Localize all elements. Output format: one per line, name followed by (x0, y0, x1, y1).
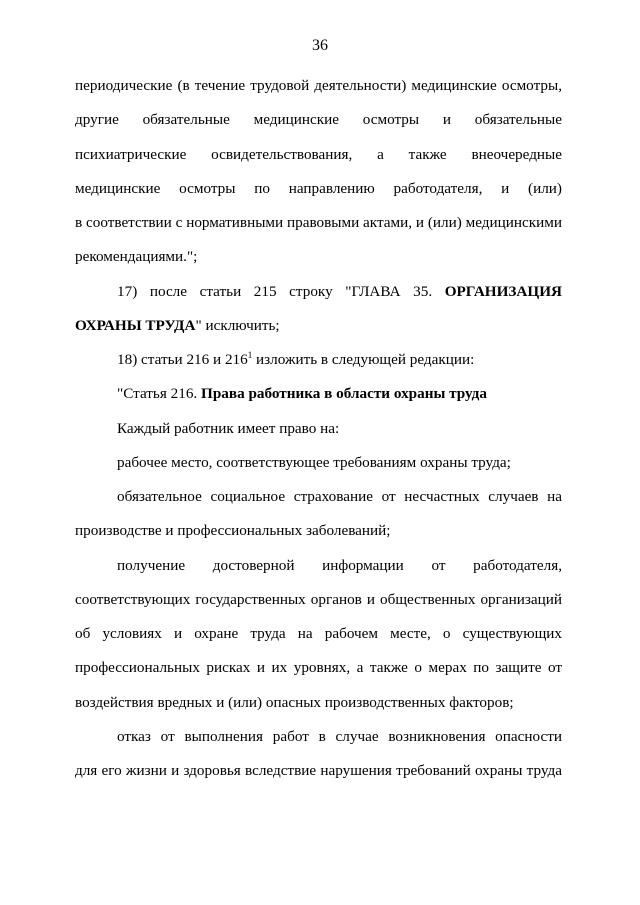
text-line: обязательное социальное страхование от несчастных случаев на (117, 488, 562, 505)
text-line: другие обязательные медицинские осмотры и обязательные (75, 111, 562, 129)
paragraph-right-refusal (75, 720, 562, 789)
paragraph-right-insurance (75, 480, 562, 549)
chapter-title-bold: ОРГАНИЗАЦИЯ (444, 282, 562, 300)
paragraph-right-information (75, 549, 562, 720)
text-line: производстве и профессиональных заболеваний; (75, 522, 391, 540)
article-title: Права работника в области охраны труда (201, 385, 487, 403)
text-line: соответствующих государственных органов и общественных организаций (75, 590, 562, 608)
item-17-text: 17) после статьи 215 строку "ГЛАВА 35. (117, 282, 445, 300)
text-line: периодические (в течение трудовой деятельности) медицинские осмотры, (75, 77, 562, 94)
text-line: медицинские осмотры по направлению работодателя, и (или) (75, 179, 562, 197)
text-line: получение достоверной информации от работодателя, (117, 556, 562, 574)
item-18-text: 18) статьи 216 и 216 (117, 351, 248, 368)
text-line: Каждый работник имеет право на: (117, 419, 340, 437)
article-heading (75, 377, 562, 411)
text-line (75, 309, 562, 343)
superscript: 1 (247, 350, 253, 360)
text-line (75, 377, 562, 411)
paragraph-right-workplace (75, 446, 562, 480)
text-line: рекомендациями."; (75, 248, 198, 266)
text-line: воздействия вредных и (или) опасных производственных факторов; (75, 693, 514, 711)
paragraph-medical-exams (75, 69, 562, 275)
paragraph-item-17 (75, 275, 562, 344)
item-18-suffix: изложить в следующей редакции: (252, 351, 475, 368)
text-line: профессиональных рисках и их уровнях, а также о мерах по защите от (75, 659, 562, 677)
text-line: рабочее место, соответствующее требованиям охраны труда; (117, 453, 511, 471)
text-line: в соответствии с нормативными правовыми актами, и (или) медицинскими (75, 214, 562, 231)
text-line: об условиях и охране труда на рабочем месте, о существующих (75, 625, 562, 642)
item-17-suffix: " исключить; (195, 316, 280, 334)
paragraph-rights-intro (75, 412, 562, 446)
text-line (75, 343, 562, 377)
text-line: для его жизни и здоровья вследствие нарушения требований охраны труда (75, 762, 562, 779)
text-line (75, 275, 562, 309)
article-number: "Статья 216. (117, 385, 202, 403)
chapter-title-bold: ОХРАНЫ ТРУДА (75, 316, 196, 334)
page-number: 36 (312, 37, 328, 54)
paragraph-item-18 (75, 343, 562, 377)
text-line: психиатрические освидетельствования, а также внеочередные (75, 145, 562, 163)
document-body (75, 69, 562, 788)
text-line: отказ от выполнения работ в случае возникновения опасности (117, 727, 562, 745)
